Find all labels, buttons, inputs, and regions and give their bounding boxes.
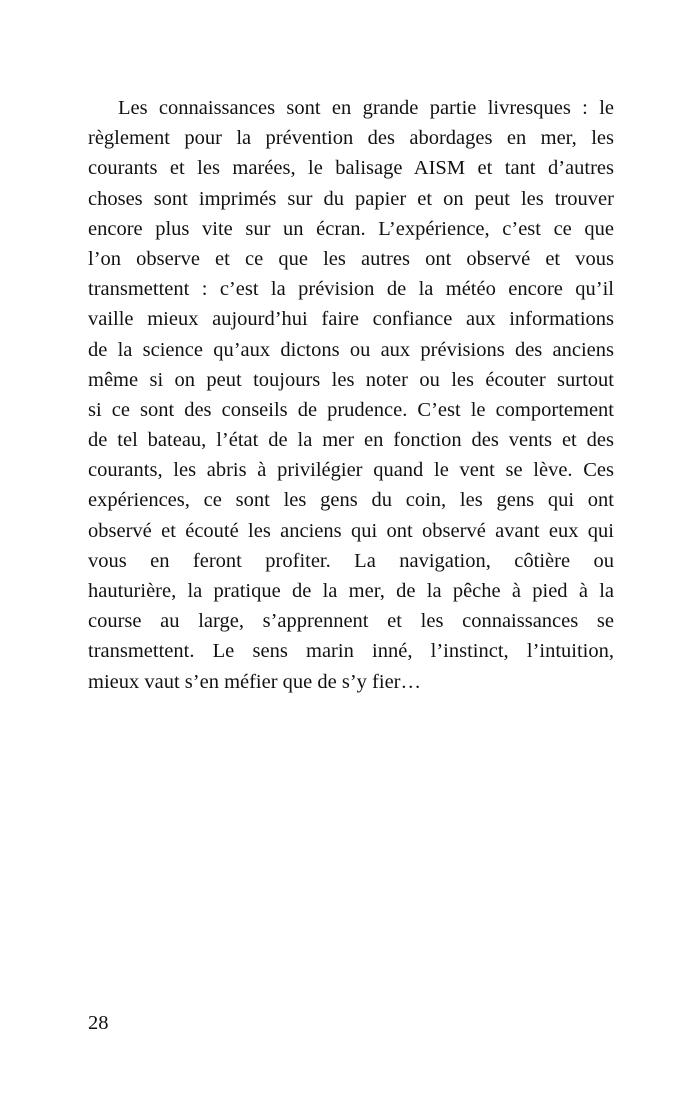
text-line: encore plus vite sur un écran. L’expérience, c’est ce que	[88, 217, 614, 240]
text-line: hauturière, la pratique de la mer, de la pêche à pied à la	[88, 580, 614, 602]
text-line: l’on observe et ce que les autres ont observé et vous	[88, 247, 614, 270]
text-line: courants et les marées, le balisage AISM et tant d’autres	[88, 157, 614, 180]
text-line: choses sont imprimés sur du papier et on peut les trouver	[88, 187, 614, 210]
text-line: transmettent : c’est la prévision de la météo encore qu’il	[88, 278, 614, 301]
text-line: mieux vaut s’en méfier que de s’y fier…	[88, 670, 422, 693]
page-number: 28	[88, 1012, 109, 1034]
text-line: Les connaissances sont en grande partie livresques : le	[118, 97, 614, 119]
text-line: vous en feront profiter. La navigation, côtière ou	[88, 549, 614, 572]
body-paragraph	[88, 93, 614, 697]
text-line: course au large, s’apprennent et les connaissances se	[88, 610, 614, 633]
text-line: expériences, ce sont les gens du coin, les gens qui ont	[88, 489, 614, 512]
text-line: observé et écouté les anciens qui ont observé avant eux qui	[88, 519, 614, 542]
text-line: règlement pour la prévention des abordages en mer, les	[88, 127, 614, 150]
text-line: vaille mieux aujourd’hui faire confiance aux informations	[88, 308, 614, 331]
text-line: de la science qu’aux dictons ou aux prévisions des anciens	[88, 338, 614, 361]
text-line: si ce sont des conseils de prudence. C’est le comportement	[88, 398, 614, 421]
text-line: courants, les abris à privilégier quand le vent se lève. Ces	[88, 459, 614, 482]
text-line: transmettent. Le sens marin inné, l’instinct, l’intuition,	[88, 640, 614, 663]
text-line: de tel bateau, l’état de la mer en fonction des vents et des	[88, 429, 614, 452]
text-line: même si on peut toujours les noter ou les écouter surtout	[88, 368, 614, 391]
